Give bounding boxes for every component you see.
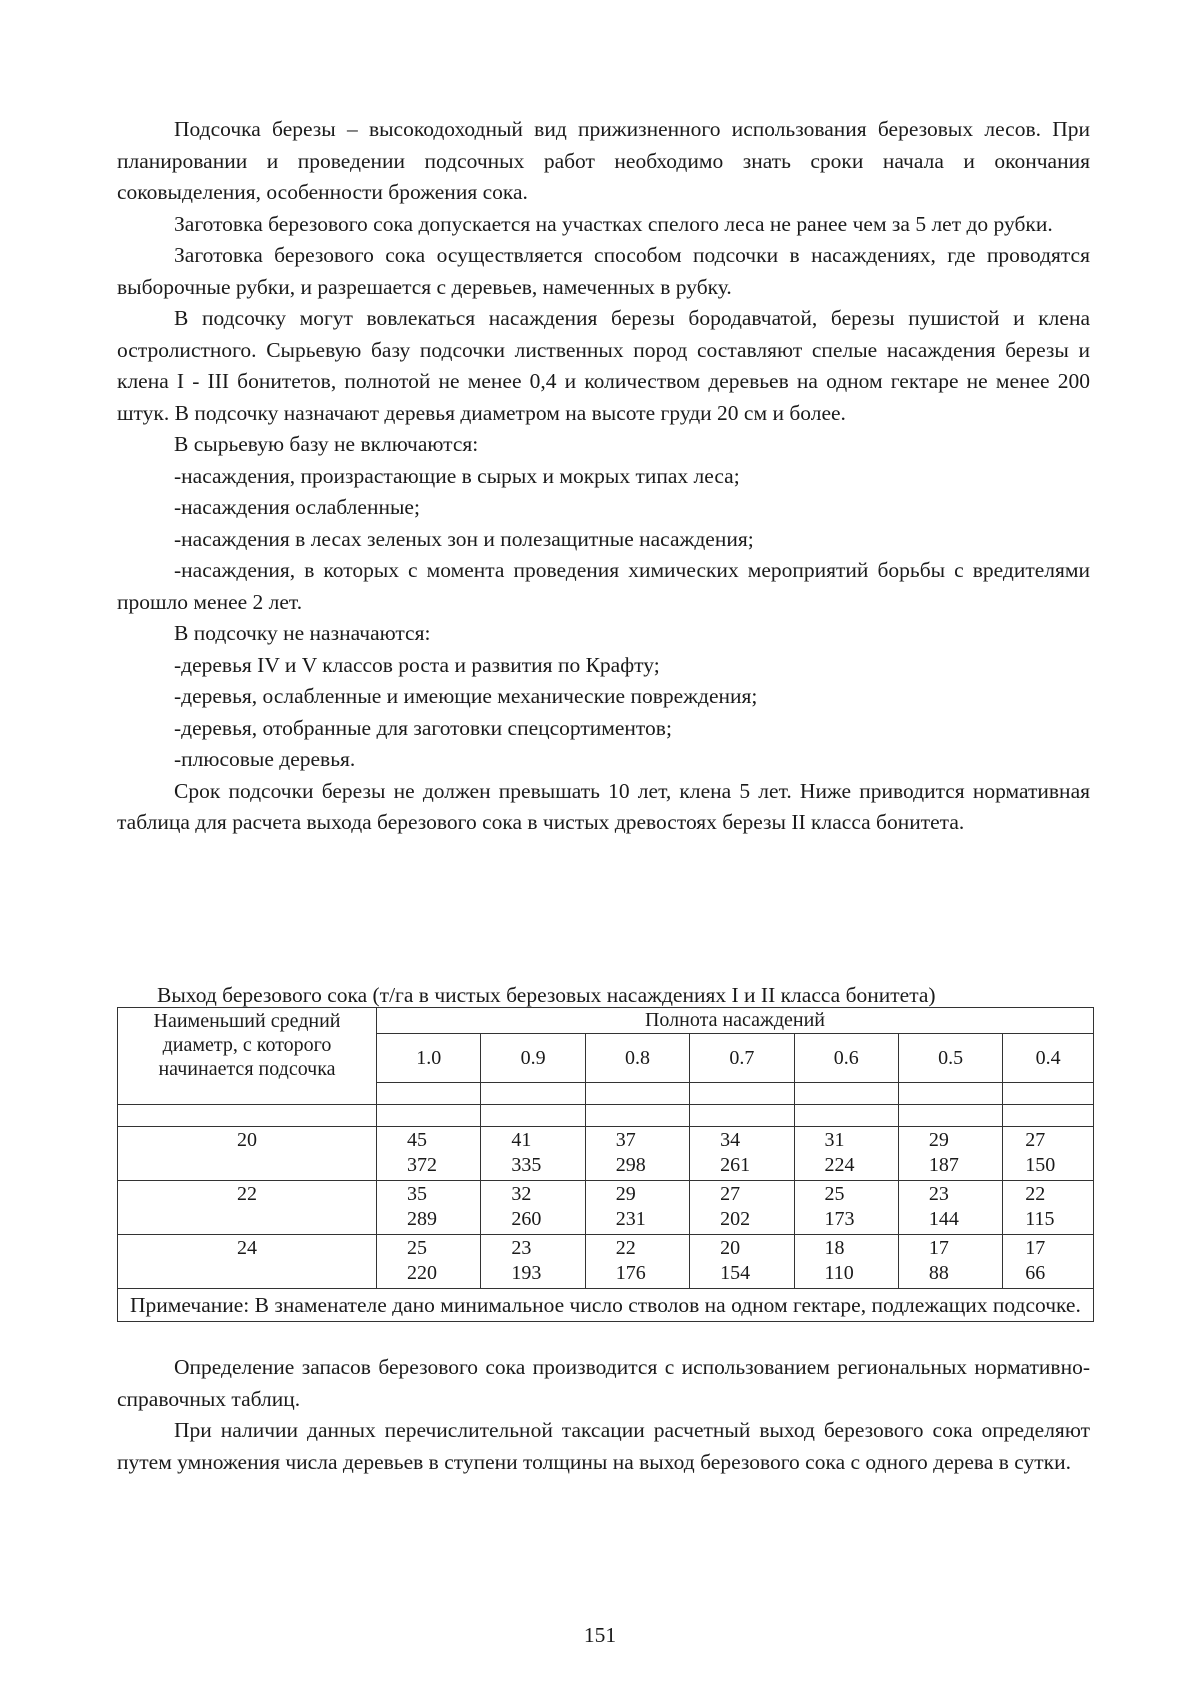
table-row: [118, 1127, 1094, 1181]
table-note: Примечание: В знаменателе дано минимальное число стволов на одном гектаре, подлежащих подсочке.: [118, 1289, 1094, 1322]
trees-value: 202: [720, 1208, 751, 1230]
trees-value: 231: [615, 1208, 646, 1230]
empty-cell: [690, 1083, 794, 1105]
empty-cell: [1003, 1083, 1094, 1105]
data-cell: [585, 1181, 689, 1235]
yield-value: 34: [720, 1129, 741, 1151]
data-cell: [377, 1181, 481, 1235]
list-item: -насаждения в лесах зеленых зон и полезащитные насаждения;: [174, 526, 754, 551]
trees-value: 289: [407, 1208, 437, 1230]
trees-value: 88: [928, 1262, 949, 1284]
trees-value: 298: [615, 1154, 646, 1176]
paragraph: В подсочку могут вовлекаться насаждения березы бородавчатой, березы пушистой и клена остролистного. Сырьевую базу подсочки лиственных пород составляют спелые насаждения березы и клена I - III бонитетов, полнотой не менее 0,4 и количеством деревьев на одном гектаре не менее 200 штук. В подсочку назначают деревья диаметром на высоте груди 20 см и более.: [117, 306, 1090, 425]
paragraph: В подсочку не назначаются:: [174, 621, 431, 645]
data-cell: [690, 1235, 794, 1289]
trees-value: 66: [1025, 1262, 1046, 1284]
trees-value: 193: [511, 1262, 542, 1284]
data-cell: [794, 1235, 898, 1289]
trees-value: 176: [615, 1262, 646, 1284]
yield-value: 27: [720, 1183, 741, 1205]
yield-value: 45: [407, 1129, 427, 1151]
column-group-header-density: Полнота насаждений: [377, 1008, 1094, 1034]
table-row: [118, 1235, 1094, 1289]
data-cell: [898, 1181, 1002, 1235]
trees-value: 150: [1025, 1154, 1056, 1176]
empty-cell: [377, 1083, 481, 1105]
trees-value: 220: [407, 1262, 437, 1284]
yield-value: 27: [1025, 1129, 1046, 1151]
data-cell: [481, 1181, 585, 1235]
trees-value: 187: [928, 1154, 959, 1176]
yield-value: 31: [824, 1129, 845, 1151]
empty-cell: [794, 1083, 898, 1105]
data-cell: [1003, 1235, 1094, 1289]
body-text-top: [117, 114, 1090, 839]
table-caption: Выход березового сока (т/га в чистых березовых насаждениях I и II класса бонитета): [157, 983, 936, 1007]
diameter-cell: 22: [118, 1181, 377, 1235]
data-cell: [794, 1127, 898, 1181]
data-cell: [377, 1127, 481, 1181]
trees-value: 110: [824, 1262, 854, 1284]
yield-value: 22: [615, 1237, 636, 1259]
yield-value: 20: [720, 1237, 741, 1259]
paragraph: Заготовка березового сока допускается на участках спелого леса не ранее чем за 5 лет до рубки.: [174, 211, 1053, 236]
list-item: -насаждения ослабленные;: [174, 495, 420, 519]
empty-cell: [898, 1105, 1002, 1127]
yield-value: 22: [1025, 1183, 1046, 1205]
diameter-cell: 24: [118, 1235, 377, 1289]
list-item: -деревья IV и V классов роста и развития по Крафту;: [174, 652, 660, 677]
body-text-bottom: [117, 1352, 1090, 1478]
yield-value: 41: [511, 1129, 532, 1151]
yield-value: 37: [615, 1129, 636, 1151]
trees-value: 372: [407, 1154, 437, 1176]
column-header: 0.5: [898, 1034, 1002, 1083]
empty-cell: [794, 1105, 898, 1127]
yield-value: 17: [1025, 1237, 1046, 1259]
data-cell: [898, 1127, 1002, 1181]
trees-value: 224: [824, 1154, 855, 1176]
diameter-cell: 20: [118, 1127, 377, 1181]
list-item: -насаждения, в которых с момента проведения химических мероприятий борьбы с вредителями прошло менее 2 лет.: [117, 558, 1090, 614]
list-item: -деревья, отобранные для заготовки спецсортиментов;: [174, 715, 672, 740]
yield-value: 25: [824, 1183, 845, 1205]
sap-yield-table: [117, 1007, 1094, 1322]
data-cell: [690, 1127, 794, 1181]
yield-value: 17: [928, 1237, 949, 1259]
column-header: 1.0: [377, 1034, 481, 1083]
trees-value: 115: [1025, 1208, 1055, 1230]
column-header: 0.6: [794, 1034, 898, 1083]
data-cell: [898, 1235, 1002, 1289]
trees-value: 144: [928, 1208, 959, 1230]
trees-value: 261: [720, 1154, 751, 1176]
column-header: 0.4: [1003, 1034, 1094, 1083]
yield-value: 18: [824, 1237, 845, 1259]
column-header-diameter: Наименьший средний диаметр, с которого начинается подсочка: [118, 1008, 377, 1105]
empty-cell: [898, 1083, 1002, 1105]
paragraph: Срок подсочки березы не должен превышать 10 лет, клена 5 лет. Ниже приводится нормативная таблица для расчета выхода березового сока в чистых древостоях березы II класса бонитета.: [117, 778, 1090, 834]
list-item: -насаждения, произрастающие в сырых и мокрых типах леса;: [174, 463, 740, 488]
yield-value: 29: [928, 1129, 949, 1151]
empty-cell: [1003, 1105, 1094, 1127]
data-cell: [481, 1127, 585, 1181]
list-item: -деревья, ослабленные и имеющие механические повреждения;: [174, 684, 758, 708]
empty-cell: [690, 1105, 794, 1127]
data-cell: [794, 1181, 898, 1235]
empty-cell: [481, 1083, 585, 1105]
data-cell: [481, 1235, 585, 1289]
data-cell: [1003, 1127, 1094, 1181]
yield-value: 23: [928, 1183, 949, 1205]
yield-value: 23: [511, 1237, 532, 1259]
paragraph: Подсочка березы – высокодоходный вид прижизненного использования березовых лесов. При планировании и проведении подсочных работ необходимо знать сроки начала и окончания соковыделения, особенности брожения сока.: [117, 117, 1090, 204]
empty-cell: [481, 1105, 585, 1127]
paragraph: При наличии данных перечислительной таксации расчетный выход березового сока определяют путем умножения числа деревьев в ступени толщины на выход березового сока с одного дерева в сутки.: [117, 1418, 1090, 1474]
yield-value: 29: [615, 1183, 636, 1205]
yield-value: 35: [407, 1183, 427, 1205]
column-header: 0.9: [481, 1034, 585, 1083]
table-row: [118, 1181, 1094, 1235]
trees-value: 154: [720, 1262, 751, 1284]
empty-cell: [377, 1105, 481, 1127]
column-header: 0.7: [690, 1034, 794, 1083]
trees-value: 260: [511, 1208, 542, 1230]
paragraph: В сырьевую базу не включаются:: [174, 432, 479, 456]
empty-cell: [118, 1105, 377, 1127]
empty-cell: [585, 1083, 689, 1105]
empty-cell: [585, 1105, 689, 1127]
data-cell: [377, 1235, 481, 1289]
page-number: 151: [583, 1623, 617, 1647]
yield-value: 25: [407, 1237, 427, 1259]
list-item: -плюсовые деревья.: [174, 747, 356, 771]
data-cell: [690, 1181, 794, 1235]
data-cell: [585, 1127, 689, 1181]
trees-value: 335: [511, 1154, 542, 1176]
data-cell: [1003, 1181, 1094, 1235]
data-cell: [585, 1235, 689, 1289]
paragraph: Заготовка березового сока осуществляется способом подсочки в насаждениях, где проводятся выборочные рубки, и разрешается с деревьев, намеченных в рубку.: [117, 243, 1090, 299]
paragraph: Определение запасов березового сока производится с использованием региональных нормативно-справочных таблиц.: [117, 1355, 1090, 1411]
trees-value: 173: [824, 1208, 855, 1230]
yield-value: 32: [511, 1183, 532, 1205]
column-header: 0.8: [585, 1034, 689, 1083]
